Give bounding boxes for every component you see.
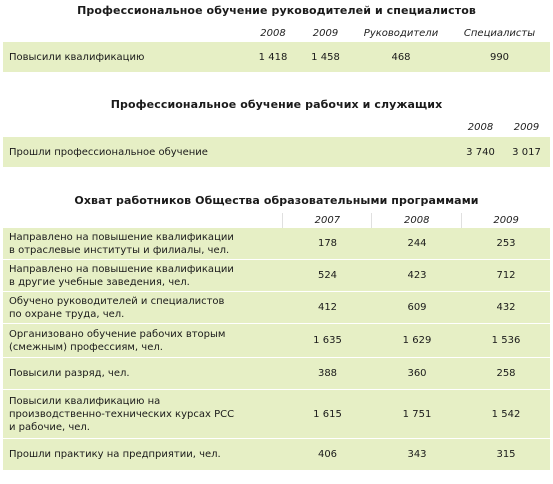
row-label: Направлено на повышение квалификации в другие учебные заведения, чел.	[9, 263, 234, 288]
table-row	[3, 323, 550, 357]
cell-value: 432	[496, 302, 516, 313]
cell-value: 3 740	[466, 146, 495, 158]
cell-value: 412	[317, 302, 338, 313]
column-header: 2007	[282, 213, 371, 228]
section-title: Профессиональное обучение рабочих и служащих	[110, 98, 443, 111]
cell-value: 406	[317, 449, 338, 460]
table-header	[3, 213, 550, 228]
column-header: 2009	[461, 213, 550, 228]
cell-value: 360	[407, 368, 427, 379]
column-header: 2008	[467, 122, 494, 133]
row-label: Обучено руководителей и специалистов по охране труда, чел.	[9, 295, 225, 320]
row-label: Направлено на повышение квалификации в отраслевые институты и филиалы, чел.	[9, 231, 234, 256]
column-header: 2008	[371, 213, 461, 228]
row-label: Прошли профессиональное обучение	[9, 146, 208, 158]
row-label: Организовано обучение рабочих вторым (смежным) профессиям, чел.	[9, 328, 226, 353]
column-header: Специалисты	[463, 28, 536, 39]
education-coverage-section	[3, 192, 550, 470]
managers-training-section	[3, 2, 550, 72]
cell-value: 343	[407, 449, 427, 460]
table-row	[3, 228, 550, 259]
cell-value: 990	[489, 51, 510, 63]
table-row	[3, 291, 550, 323]
cell-value: 253	[496, 238, 516, 249]
row-label: Прошли практику на предприятии, чел.	[9, 449, 221, 460]
cell-value: 178	[317, 238, 338, 249]
column-header: 2009	[513, 122, 540, 133]
table-row	[3, 259, 550, 291]
row-label: Повысили разряд, чел.	[9, 368, 130, 379]
cell-value: 524	[317, 270, 338, 281]
cell-value: 468	[391, 51, 411, 63]
cell-value: 258	[496, 368, 516, 379]
cell-value: 1 542	[491, 408, 521, 420]
table-row	[3, 42, 550, 72]
table-row	[3, 389, 550, 438]
table-row	[3, 438, 550, 470]
cell-value: 244	[407, 238, 427, 249]
cell-value: 315	[496, 449, 516, 460]
cell-value: 1 635	[313, 335, 342, 346]
cell-value: 388	[317, 368, 338, 379]
cell-value: 712	[496, 270, 516, 281]
section-title: Профессиональное обучение руководителей и специалистов	[77, 4, 476, 17]
cell-value: 1 536	[491, 335, 521, 346]
cell-value: 1 458	[311, 51, 340, 63]
workers-training-section	[3, 96, 550, 167]
cell-value: 423	[407, 270, 427, 281]
table-header	[3, 26, 550, 41]
column-header: Руководители	[363, 28, 439, 39]
cell-value: 1 629	[402, 335, 432, 346]
section-title: Охват работников Общества образовательными программами	[74, 194, 479, 207]
row-label: Повысили квалификацию на производственно-технических курсах РСС и рабочие, чел.	[9, 395, 235, 433]
cell-value: 3 017	[512, 146, 541, 158]
table-row	[3, 137, 550, 167]
cell-value: 1 418	[258, 51, 288, 63]
cell-value: 1 615	[313, 408, 342, 420]
row-label: Повысили квалификацию	[9, 51, 145, 63]
cell-value: 1 751	[402, 408, 432, 420]
cell-value: 609	[407, 302, 427, 313]
table-header	[3, 120, 550, 135]
column-header: 2009	[312, 28, 339, 39]
column-header: 2008	[260, 28, 286, 39]
table-row	[3, 357, 550, 389]
